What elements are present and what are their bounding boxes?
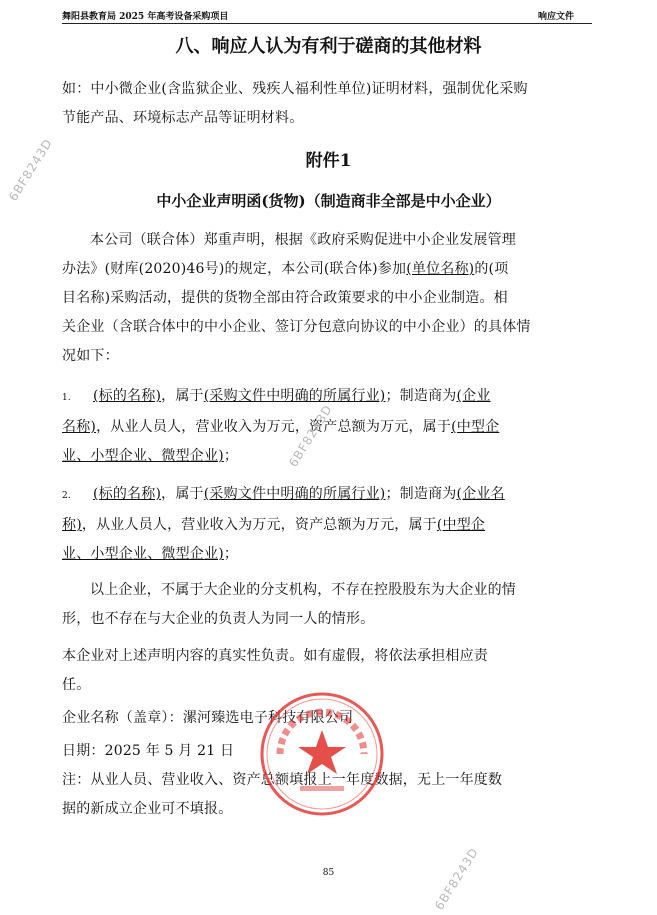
item1-number: 1. [62,393,71,403]
item1-line-3 [62,442,597,471]
page-header [62,7,592,24]
item2-industry: (采购文件中明确的所属行业) [203,486,386,502]
decl-line-5: 况如下： [62,348,119,364]
intro-line-2: 节能产品、环境标志产品等证明材料。 [62,110,304,126]
item2-company-b: 称) [62,517,82,533]
item2-type-b: 业、小型企业、微型企业) [62,546,224,562]
item2-text-3: ，从业人员人，营业收入为万元，资产总额为万元，属于 [81,517,437,533]
declaration-paragraph [62,226,597,371]
watermark-top-left: 6BF8243D [6,136,56,204]
date-label: 日期： [62,743,105,759]
item1-type-b: 业、小型企业、微型企业) [62,448,224,464]
item1-text-2: ；制造商为 [385,388,457,404]
section-title: 八、响应人认为有利于磋商的其他材料 [175,36,482,57]
company-value: 漯河臻选电子科技有限公司 [182,710,354,726]
item2-line-2 [62,511,597,540]
item2-text-1: ，属于 [161,486,204,502]
item1-type-a: (中型企 [451,419,500,435]
item2-number: 2. [62,491,71,501]
intro-line-1: 如：中小微企业(含监狱企业、残疾人福利性单位)证明材料，强制优化采购 [62,81,528,97]
item2-type-a: (中型企 [436,517,486,533]
item2-line-1 [62,480,597,511]
decl-line-2 [62,255,597,284]
responsibility-line-2: 任。 [62,677,91,693]
company-seal-stamp [258,690,386,818]
decl-line-4: 关企业（含联合体中的中小企业、签订分包意向协议的中小企业）的具体情 [62,319,531,335]
letter-title: 中小企业声明函(货物)（制造商非全部是中小企业） [156,192,501,210]
header-doc-type: 响应文件 [537,12,574,22]
item1-text-1: ，属于 [161,388,204,404]
date-value: 2025 年 5 月 21 日 [104,743,235,759]
watermark-bottom-right: 6BF8243D [432,845,482,913]
decl-line-1: 本公司（联合体）郑重声明，根据《政府采购促进中小企业发展管理 [90,232,516,248]
note-line-2: 据的新成立企业可不填报。 [62,801,233,817]
watermark-center: 6BF8243D [286,402,336,470]
attachment-title: 附件1 [305,151,352,171]
item2-line-3 [62,540,597,569]
header-project-name: 舞阳县教育局 2025 年高考设备采购项目 [62,12,229,22]
item2-target-name: (标的名称) [93,486,162,502]
item1-industry: (采购文件中明确的所属行业) [203,388,386,404]
enterprise-item-2 [62,480,597,569]
responsibility-line-1: 本企业对上述声明内容的真实性负责。如有虚假，将依法承担相应责 [62,648,488,664]
enterprise-item-1 [62,382,597,471]
no-branch-paragraph [62,576,597,634]
page-number: 85 [322,868,335,878]
decl-line-2-tail: 的(项 [474,261,509,277]
item2-text-2: ；制造商为 [385,486,457,502]
item1-text-3: ，从业人员人，营业收入为万元，资产总额为万元，属于 [96,419,452,435]
company-label: 企业名称（盖章）： [62,710,183,726]
decl-line-2-text: 办法》(财库(2020)46号)的规定，本公司(联合体)参加 [62,261,407,277]
item1-text-4: ； [223,448,239,464]
unit-name-field: (单位名称) [406,261,475,277]
note-line-1: 注：从业人员、营业收入、资产总额填报上一年度数据，无上一年度数 [62,772,503,788]
no-branch-line-2: 形，也不存在与大企业的负责人为同一人的情形。 [62,611,375,627]
no-branch-line-1: 以上企业，不属于大企业的分支机构，不存在控股股东为大企业的情 [90,582,516,598]
item1-company-a: (企业 [456,388,491,404]
item2-company-a: (企业名 [456,486,505,502]
item1-company-b: 名称) [62,419,97,435]
decl-line-3: 目名称)采购活动，提供的货物全部由符合政策要求的中小企业制造。相 [62,290,508,306]
item2-text-4: ； [223,546,239,562]
item1-target-name: (标的名称) [93,388,162,404]
intro-paragraph [62,75,597,133]
